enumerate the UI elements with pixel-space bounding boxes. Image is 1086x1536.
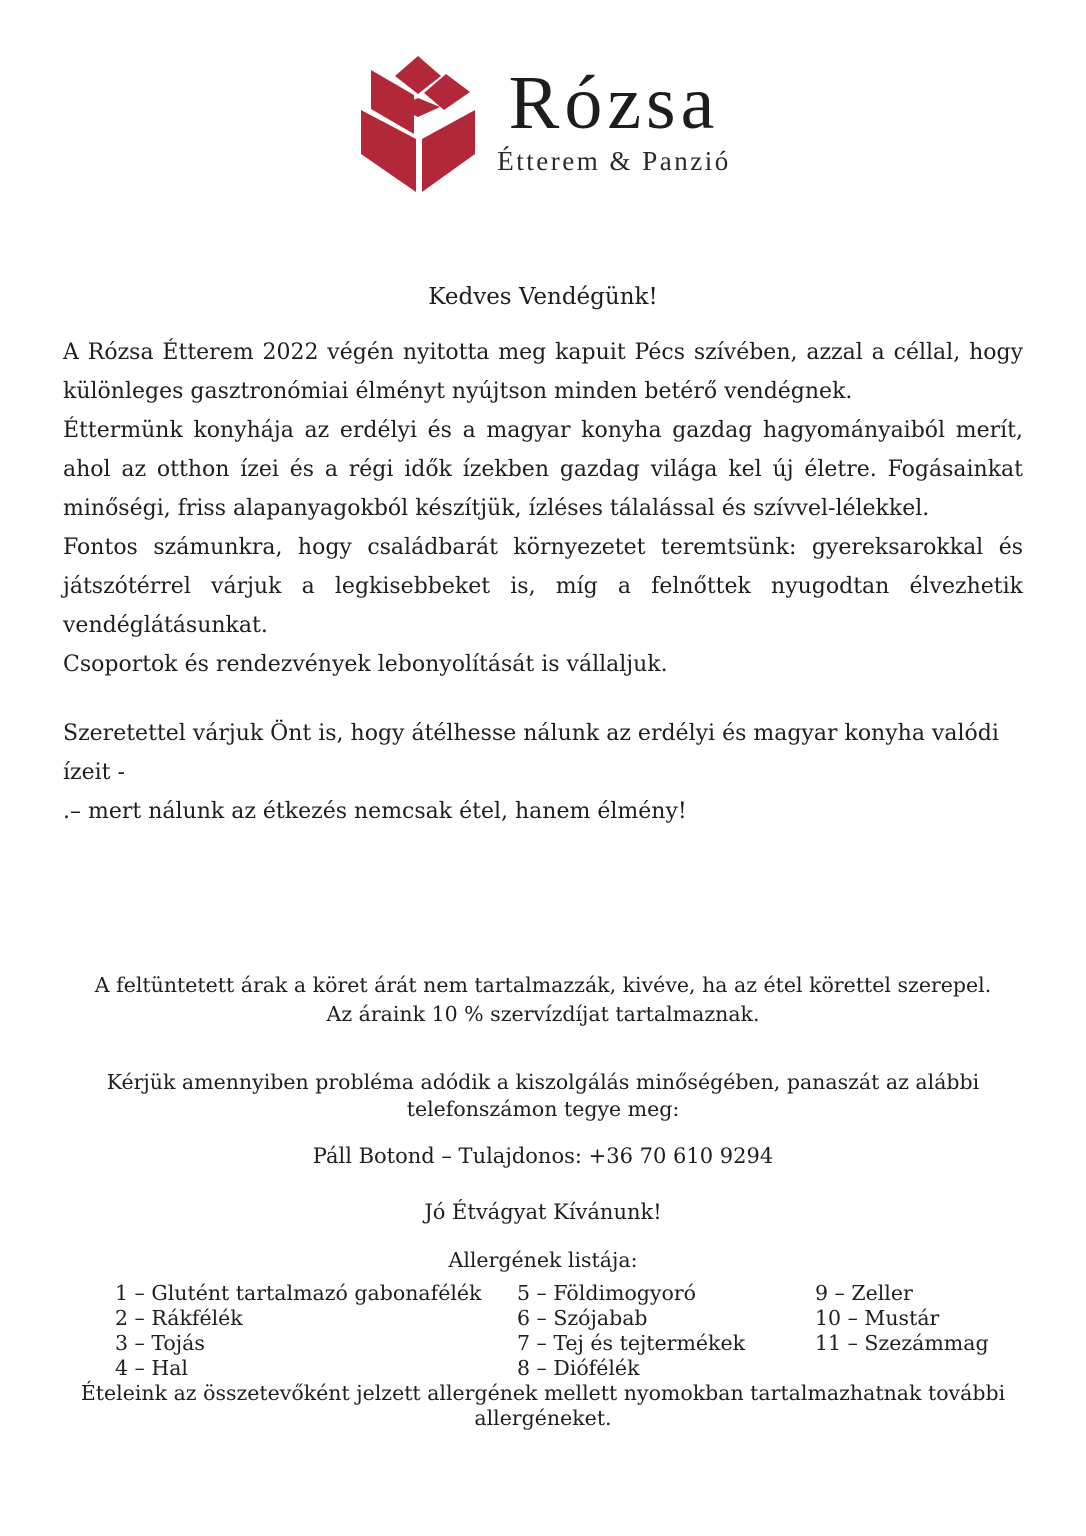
allergen-item: 7 – Tej és tejtermékek xyxy=(517,1331,746,1355)
allergen-item: 10 – Mustár xyxy=(815,1306,940,1330)
allergen-item: 8 – Diófélék xyxy=(517,1356,640,1380)
allergen-item: 1 – Glutént tartalmazó gabonafélék xyxy=(115,1281,482,1305)
allergen-column xyxy=(815,1281,1025,1381)
logo-name: Rózsa xyxy=(508,61,720,145)
logo-text-block xyxy=(497,61,731,177)
closing-line: Szeretettel várjuk Önt is, hogy átélhesse nálunk az erdélyi és magyar konyha valódi ízeit - xyxy=(63,721,999,785)
allergen-columns xyxy=(63,1281,1023,1381)
intro-paragraph: Csoportok és rendezvények lebonyolítását is vállaljuk. xyxy=(63,652,668,677)
rose-logo-icon xyxy=(355,48,477,194)
allergen-item: 4 – Hal xyxy=(115,1356,188,1380)
service-complaint-note: Kérjük amennyiben probléma adódik a kiszolgálás minőségében, panaszát az alábbi telefonszámon tegye meg: xyxy=(106,1070,980,1121)
allergen-section xyxy=(63,1247,1023,1431)
closing-section xyxy=(63,714,1023,831)
closing-line: .– mert nálunk az étkezés nemcsak étel, hanem élmény! xyxy=(63,799,687,824)
logo-subtitle: Étterem & Panzió xyxy=(497,146,731,176)
allergen-item: 6 – Szójabab xyxy=(517,1306,648,1330)
intro-paragraph: A Rózsa Étterem 2022 végén nyitotta meg kapuit Pécs szívében, azzal a céllal, hogy különleges gasztronómiai élményt nyújtson minden betérő vendégnek. xyxy=(63,340,1023,404)
intro-paragraph: Éttermünk konyhája az erdélyi és a magyar konyha gazdag hagyományaiból merít, ahol az otthon ízei és a régi idők ízekben gazdag világa kel új életre. Fogásainkat minőségi, friss alapanyagokból készítjük, ízléses tálalással és szívvel-lélekkel. xyxy=(63,418,1023,521)
price-note-line: A feltüntetett árak a köret árát nem tartalmazzák, kivéve, ha az étel körettel szerepel. xyxy=(94,973,992,997)
price-note-line: Az áraink 10 % szervízdíjat tartalmaznak. xyxy=(326,1002,760,1026)
intro-section xyxy=(63,333,1023,684)
intro-paragraph: Fontos számunkra, hogy családbarát környezetet teremtsünk: gyereksarokkal és játszótérrel várjuk a legkisebbeket is, míg a felnőttek nyugodtan élvezhetik vendéglátásunkat. xyxy=(63,535,1023,638)
allergen-item: 3 – Tojás xyxy=(115,1331,205,1355)
allergen-item: 11 – Szezámmag xyxy=(815,1331,989,1355)
allergen-item: 5 – Földimogyoró xyxy=(517,1281,696,1305)
allergen-column xyxy=(115,1281,517,1381)
restaurant-logo xyxy=(63,46,1023,196)
greeting-heading: Kedves Vendégünk! xyxy=(428,284,658,310)
allergen-item: 9 – Zeller xyxy=(815,1281,913,1305)
owner-contact-line: Páll Botond – Tulajdonos: +36 70 610 9294 xyxy=(312,1144,774,1168)
price-notes xyxy=(63,971,1023,1029)
allergen-footnote: Ételeink az összetevőként jelzett allergének mellett nyomokban tartalmazhatnak további allergéneket. xyxy=(80,1381,1006,1430)
allergen-list-title: Allergének listája: xyxy=(448,1248,638,1272)
allergen-item: 2 – Rákfélék xyxy=(115,1306,243,1330)
bon-appetit-line: Jó Étvágyat Kívánunk! xyxy=(424,1200,662,1224)
allergen-column xyxy=(517,1281,815,1381)
